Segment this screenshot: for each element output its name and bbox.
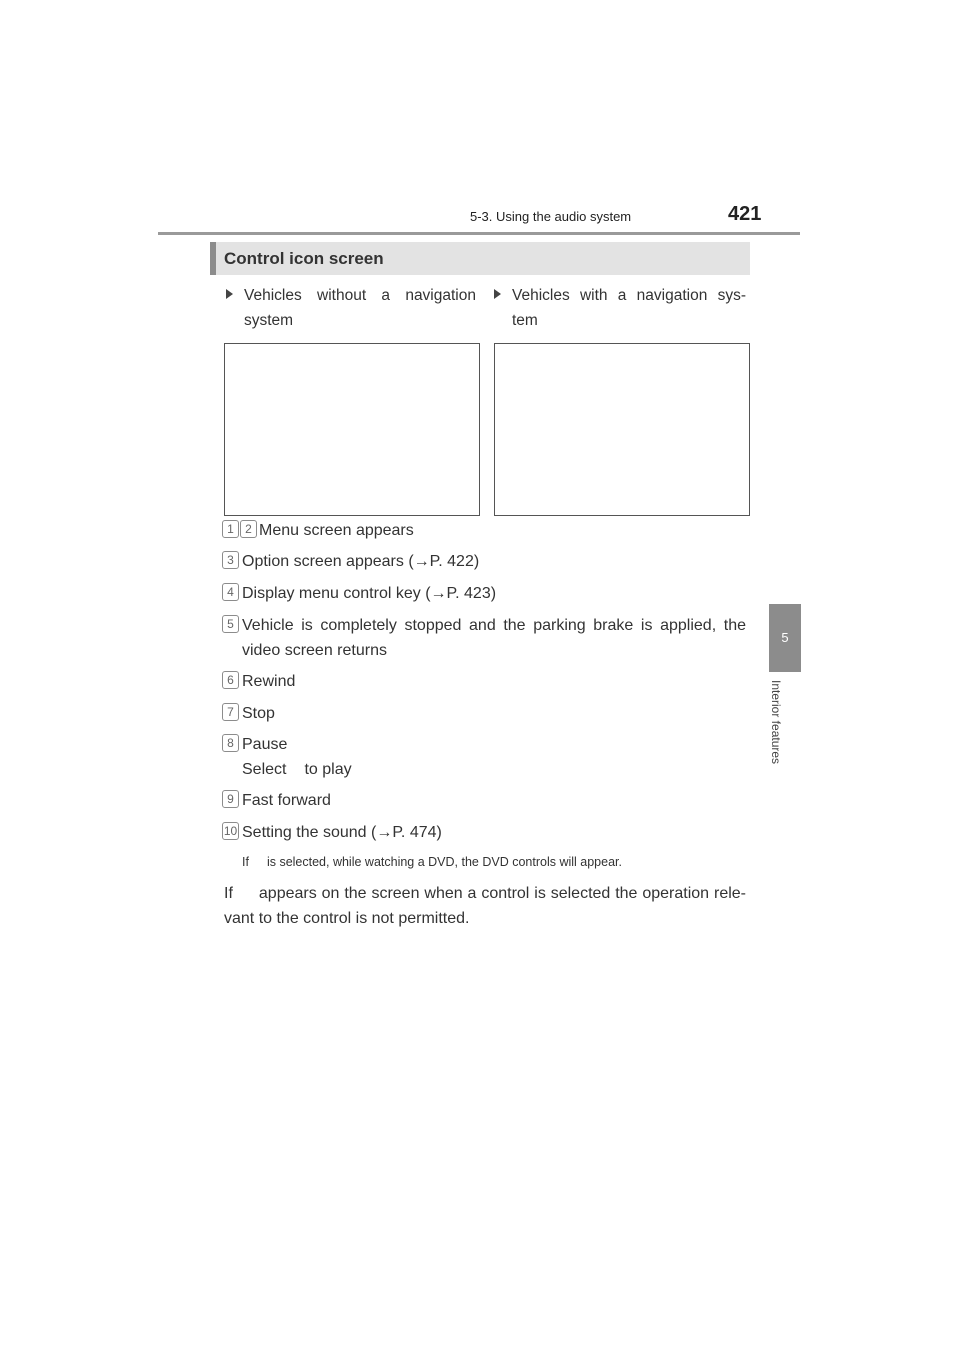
info-paragraph bbox=[224, 881, 746, 931]
page-number: 421 bbox=[728, 203, 762, 225]
screen-illustration-without-nav bbox=[224, 343, 480, 516]
section-heading: 5-3. Using the audio system bbox=[470, 209, 632, 224]
item-text: Menu screen appears bbox=[259, 522, 414, 539]
item-text: Option screen appears (→P. 422) bbox=[242, 553, 480, 570]
footnote-prefix: If bbox=[242, 855, 249, 869]
column-heading-with-nav bbox=[494, 283, 746, 333]
column-heading-label: Vehicles with a navigation sys-tem bbox=[512, 287, 746, 329]
item-text: Pause bbox=[242, 736, 288, 753]
callout-badge: 6 bbox=[222, 671, 239, 689]
paragraph-prefix: If bbox=[224, 885, 233, 902]
callout-badge: 8 bbox=[222, 734, 239, 752]
chapter-number: 5 bbox=[781, 630, 789, 645]
paragraph-suffix: appears on the screen when a control is selected the operation rele-vant to the control is not permitted. bbox=[224, 885, 746, 927]
callout-badge: 4 bbox=[222, 583, 239, 601]
triangle-bullet-icon bbox=[494, 289, 501, 299]
item-subtext-suffix: to play bbox=[304, 761, 352, 778]
section-title: Control icon screen bbox=[224, 249, 384, 268]
header-divider bbox=[158, 232, 800, 235]
chapter-label: Interior features bbox=[769, 680, 783, 765]
callout-badge: 10 bbox=[223, 824, 238, 838]
column-heading-label: Vehicles without a navigation system bbox=[244, 287, 476, 329]
footnote bbox=[242, 855, 622, 869]
section-title-bar bbox=[210, 242, 750, 275]
item-subtext bbox=[242, 757, 352, 782]
callout-badge: 2 bbox=[240, 520, 257, 538]
footnote-suffix: is selected, while watching a DVD, the DVD controls will appear. bbox=[266, 855, 622, 869]
chapter-label-container bbox=[769, 680, 793, 790]
screen-illustration-with-nav bbox=[494, 343, 750, 516]
item-text-continued: video screen returns bbox=[242, 642, 387, 659]
triangle-bullet-icon bbox=[226, 289, 233, 299]
item-text: Display menu control key (→P. 423) bbox=[242, 585, 497, 602]
chapter-tab bbox=[769, 604, 801, 672]
item-subtext-prefix: Select bbox=[242, 761, 287, 778]
item-text: Vehicle is completely stopped and the parking brake is applied, the bbox=[242, 617, 746, 634]
callout-badge: 7 bbox=[222, 703, 239, 721]
item-text: Stop bbox=[242, 705, 275, 722]
callout-badge: 3 bbox=[222, 551, 239, 569]
callout-badge: 9 bbox=[222, 790, 239, 808]
item-text: Fast forward bbox=[242, 792, 331, 809]
callout-badge: 1 bbox=[222, 520, 239, 538]
callout-badge: 5 bbox=[222, 615, 239, 633]
item-text: Rewind bbox=[242, 673, 296, 690]
column-heading-without-nav bbox=[226, 283, 476, 333]
item-text: Setting the sound (→P. 474) bbox=[242, 824, 442, 841]
